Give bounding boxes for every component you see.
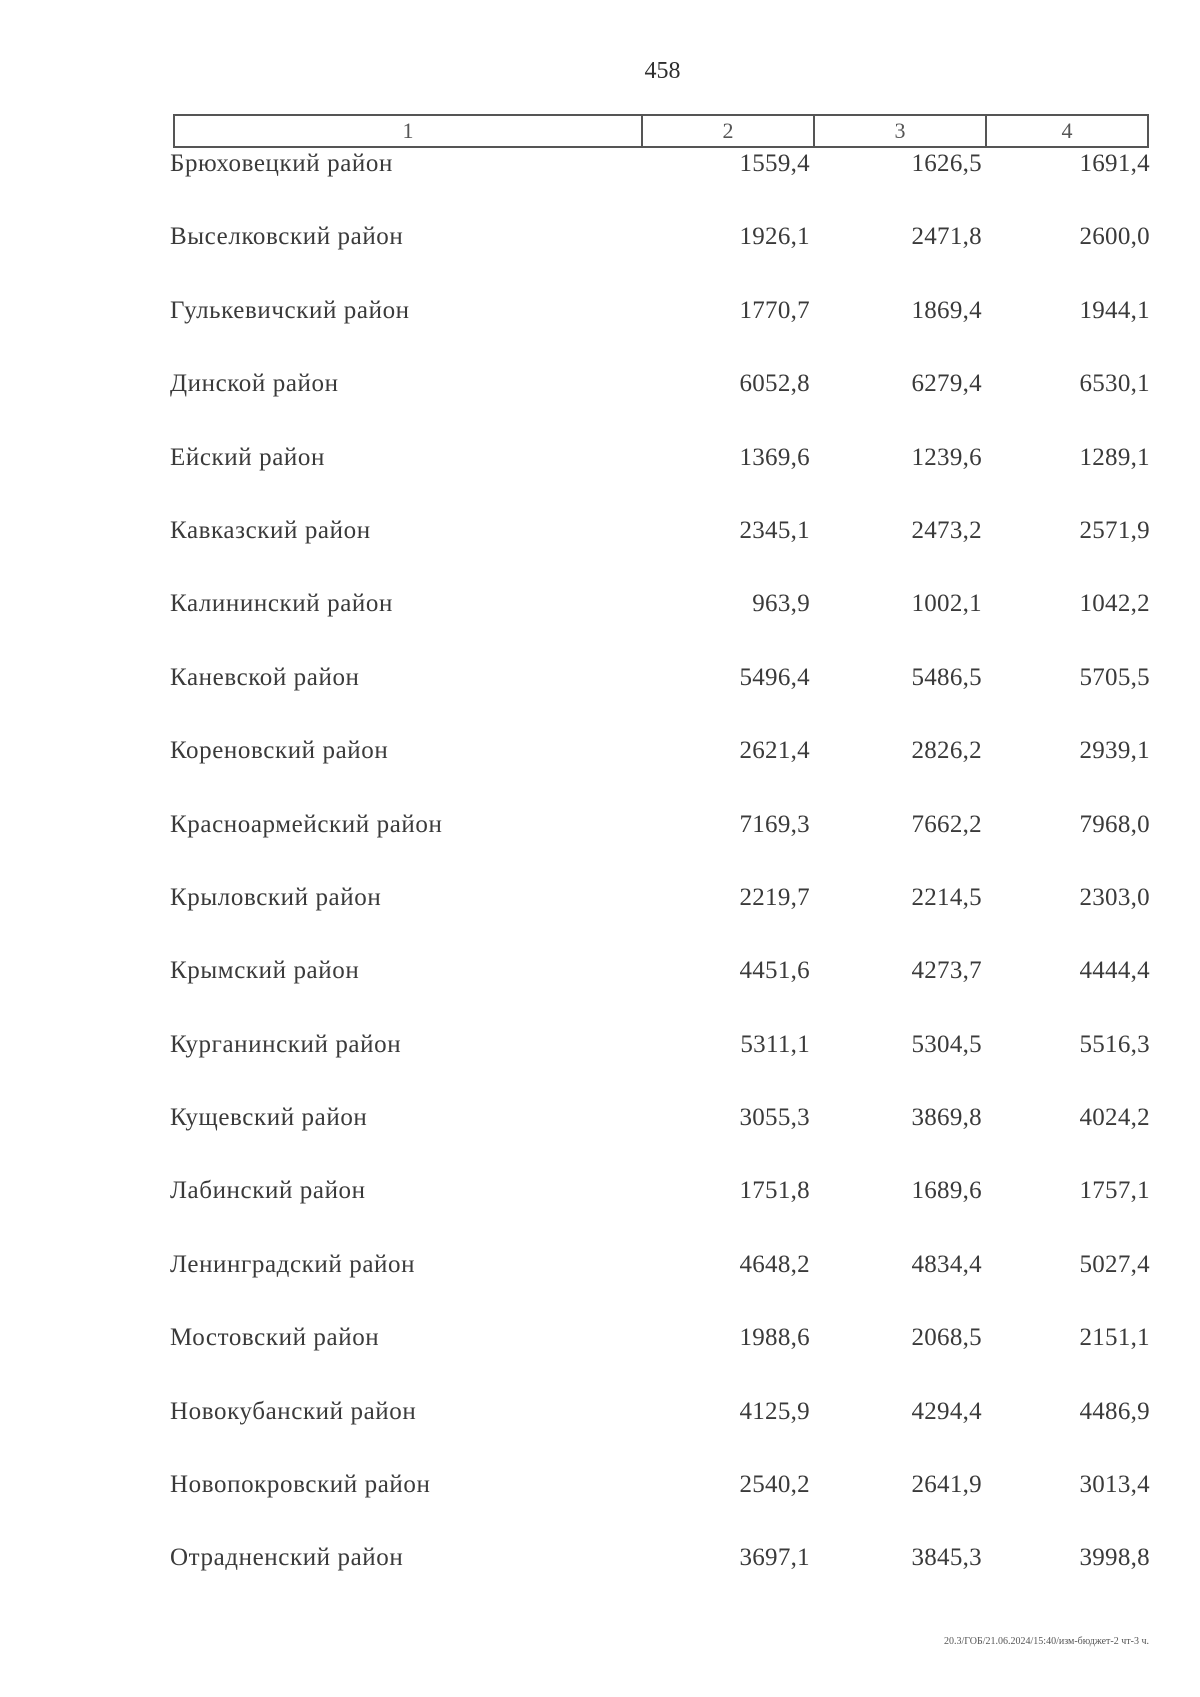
district-name: Крыловский район <box>170 883 382 911</box>
value-col-4: 6530,1 <box>1079 370 1150 398</box>
value-col-2: 1988,6 <box>739 1324 810 1352</box>
table-header-row <box>173 114 1149 148</box>
value-col-4: 3013,4 <box>1079 1471 1150 1499</box>
district-name: Красноармейский район <box>170 810 443 838</box>
value-col-3: 1239,6 <box>911 443 982 471</box>
value-col-3: 1689,6 <box>911 1177 982 1205</box>
district-name: Каневской район <box>170 663 360 691</box>
value-col-2: 2540,2 <box>739 1471 810 1499</box>
table-row <box>170 1544 1150 1617</box>
table-row <box>170 1251 1150 1324</box>
value-col-4: 1691,4 <box>1079 150 1150 177</box>
table-row <box>170 1398 1150 1471</box>
value-col-4: 7968,0 <box>1079 810 1150 838</box>
table-row <box>170 590 1150 663</box>
value-col-3: 2826,2 <box>911 737 982 765</box>
page-number: 458 <box>644 58 681 84</box>
table-row <box>170 957 1150 1030</box>
value-col-2: 3055,3 <box>739 1104 810 1132</box>
value-col-2: 5496,4 <box>739 663 810 691</box>
value-col-4: 5027,4 <box>1079 1250 1150 1278</box>
district-name: Кавказский район <box>170 516 371 544</box>
value-col-4: 2151,1 <box>1079 1324 1150 1352</box>
value-col-4: 5705,5 <box>1079 663 1150 691</box>
value-col-2: 1559,4 <box>739 150 810 177</box>
value-col-3: 1626,5 <box>911 150 982 177</box>
district-name: Курганинский район <box>170 1030 402 1058</box>
value-col-2: 4451,6 <box>739 957 810 985</box>
district-name: Кореновский район <box>170 737 389 765</box>
value-col-2: 963,9 <box>752 590 810 618</box>
value-col-4: 4486,9 <box>1079 1397 1150 1425</box>
value-col-4: 2303,0 <box>1079 883 1150 911</box>
table-row <box>170 1471 1150 1544</box>
value-col-2: 7169,3 <box>739 810 810 838</box>
table-row <box>170 444 1150 517</box>
value-col-4: 1944,1 <box>1079 296 1150 324</box>
value-col-3: 2473,2 <box>911 516 982 544</box>
table-row <box>170 150 1150 223</box>
value-col-3: 1002,1 <box>911 590 982 618</box>
table-row <box>170 517 1150 590</box>
district-name: Крымский район <box>170 957 360 985</box>
value-col-3: 3845,3 <box>911 1544 982 1572</box>
district-name: Отрадненский район <box>170 1544 404 1572</box>
value-col-2: 1770,7 <box>739 296 810 324</box>
district-name: Ленинградский район <box>170 1250 416 1278</box>
district-name: Новопокровский район <box>170 1471 431 1499</box>
district-name: Лабинский район <box>170 1177 366 1205</box>
table-row <box>170 223 1150 296</box>
value-col-2: 4125,9 <box>739 1397 810 1425</box>
value-col-4: 1289,1 <box>1079 443 1150 471</box>
value-col-4: 2600,0 <box>1079 223 1150 251</box>
district-name: Ейский район <box>170 443 325 471</box>
district-name: Мостовский район <box>170 1324 380 1352</box>
column-header-2: 2 <box>641 116 813 146</box>
value-col-3: 3869,8 <box>911 1104 982 1132</box>
table-row <box>170 664 1150 737</box>
column-header-4: 4 <box>985 116 1147 146</box>
value-col-3: 7662,2 <box>911 810 982 838</box>
value-col-4: 1042,2 <box>1079 590 1150 618</box>
value-col-3: 4273,7 <box>911 957 982 985</box>
value-col-2: 1926,1 <box>739 223 810 251</box>
value-col-2: 1751,8 <box>739 1177 810 1205</box>
district-name: Кущевский район <box>170 1104 368 1132</box>
value-col-3: 6279,4 <box>911 370 982 398</box>
district-name: Динской район <box>170 370 339 398</box>
value-col-4: 4444,4 <box>1079 957 1150 985</box>
document-footer-id: 20.3/ГОБ/21.06.2024/15:40/изм-бюджет-2 чт-3 ч. <box>943 1636 1149 1647</box>
district-name: Новокубанский район <box>170 1397 417 1425</box>
value-col-3: 4294,4 <box>911 1397 982 1425</box>
value-col-3: 4834,4 <box>911 1250 982 1278</box>
value-col-4: 2939,1 <box>1079 737 1150 765</box>
column-header-1: 1 <box>402 118 414 143</box>
table-row <box>170 1177 1150 1250</box>
table-row <box>170 884 1150 957</box>
value-col-2: 2621,4 <box>739 737 810 765</box>
value-col-2: 6052,8 <box>739 370 810 398</box>
value-col-4: 4024,2 <box>1079 1104 1150 1132</box>
value-col-3: 2471,8 <box>911 223 982 251</box>
column-header-3: 3 <box>813 116 985 146</box>
table-row <box>170 811 1150 884</box>
value-col-3: 1869,4 <box>911 296 982 324</box>
table-row <box>170 370 1150 443</box>
table-row <box>170 1104 1150 1177</box>
value-col-4: 2571,9 <box>1079 516 1150 544</box>
value-col-4: 3998,8 <box>1079 1544 1150 1572</box>
value-col-3: 2214,5 <box>911 883 982 911</box>
district-name: Калининский район <box>170 590 393 618</box>
value-col-2: 2219,7 <box>739 883 810 911</box>
value-col-3: 5486,5 <box>911 663 982 691</box>
value-col-2: 3697,1 <box>739 1544 810 1572</box>
value-col-2: 4648,2 <box>739 1250 810 1278</box>
value-col-3: 2641,9 <box>911 1471 982 1499</box>
value-col-4: 5516,3 <box>1079 1030 1150 1058</box>
value-col-4: 1757,1 <box>1079 1177 1150 1205</box>
value-col-3: 5304,5 <box>911 1030 982 1058</box>
value-col-2: 1369,6 <box>739 443 810 471</box>
value-col-3: 2068,5 <box>911 1324 982 1352</box>
table-row <box>170 1031 1150 1104</box>
value-col-2: 5311,1 <box>740 1030 810 1058</box>
value-col-2: 2345,1 <box>739 516 810 544</box>
district-name: Выселковский район <box>170 223 404 251</box>
table-body <box>170 150 1150 1618</box>
district-name: Брюховецкий район <box>170 150 393 177</box>
table-row <box>170 297 1150 370</box>
table-row <box>170 1324 1150 1397</box>
district-name: Гулькевичский район <box>170 296 410 324</box>
table-row <box>170 737 1150 810</box>
